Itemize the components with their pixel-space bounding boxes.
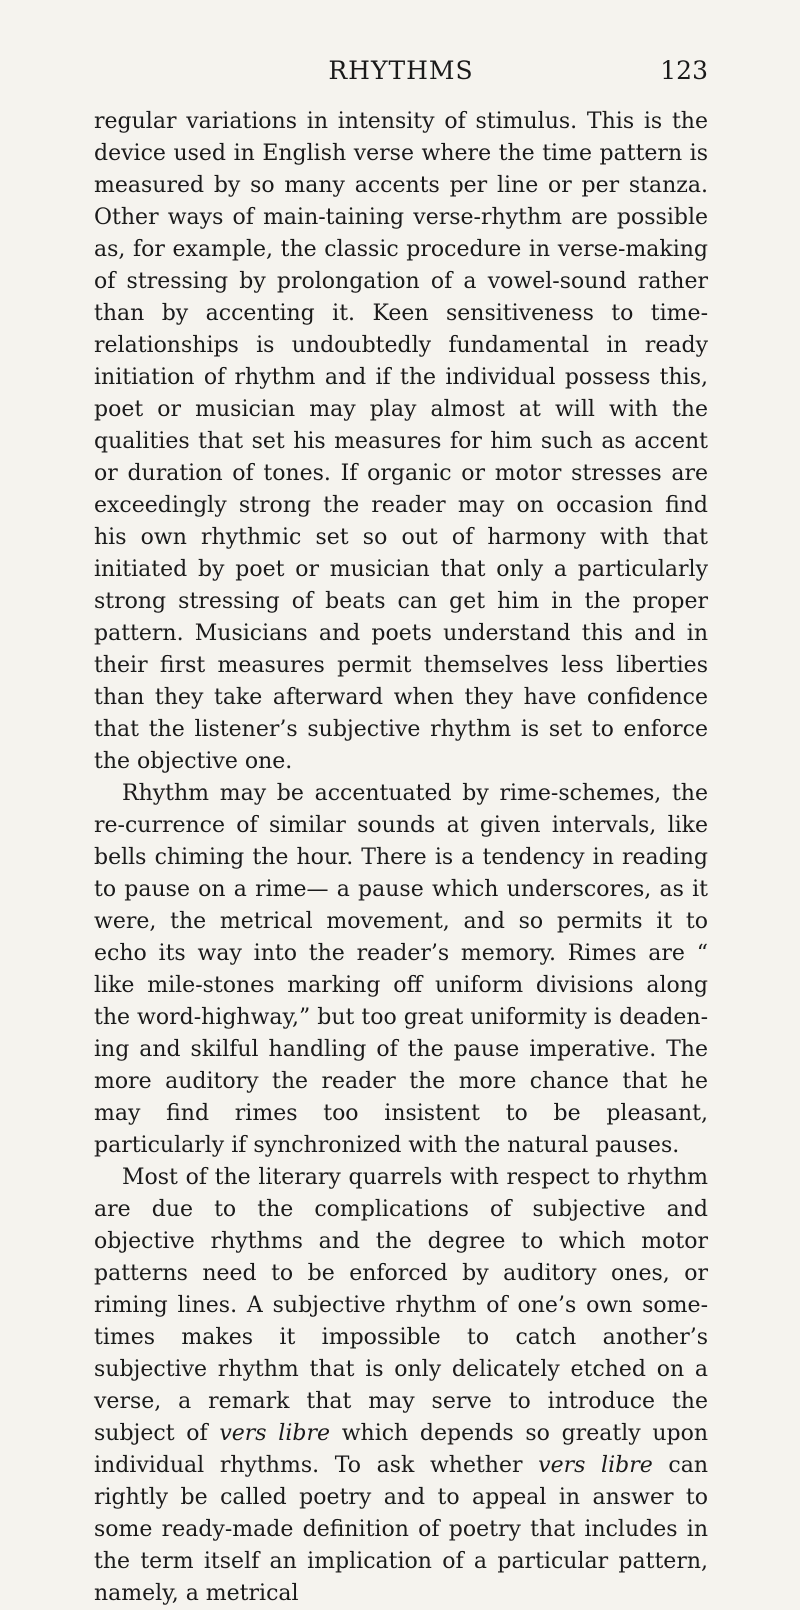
paragraph: regular variations in intensity of stimulus. This is the device used in English verse where the time pattern is measured by so many accents per line or per stanza. Other ways of main-taining verse-rhythm are possible as, for example, the classic procedure in verse-making of stressing by prolongation of a vowel-sound rather than by accenting it. Keen sensitiveness to time-relationships is undoubtedly fundamental in ready initiation of rhythm and if the individual possess this, poet or musician may play almost at will with the qualities that set his measures for him such as accent or duration of tones. If organic or motor stresses are exceedingly strong the reader may on occasion find his own rhythmic set so out of harmony with that initiated by poet or musician that only a particularly strong stressing of beats can get him in the proper pattern. Musicians and poets understand this and in their first measures permit themselves less liberties than they take afterward when they have confidence that the listener’s subjective rhythm is set to enforce the objective one. (94, 109, 708, 774)
paragraph: Rhythm may be accentuated by rime-schemes, the re-currence of similar sounds at given intervals, like bells chiming the hour. There is a tendency in reading to pause on a rime— a pause which underscores, as it were, the metrical movement, and so permits it to echo its way into the reader’s memory. Rimes are “ like mile-stones marking off uniform divisions along the word-highway,” but too great uniformity is deaden-ing and skilful handling of the pause imperative. The more auditory the reader the more chance that he may find rimes too insistent to be pleasant, particularly if synchronized with the natural pauses. (94, 781, 708, 1158)
running-head: RHYTHMS (328, 56, 474, 85)
paragraph-text: which depends so greatly upon individual rhythms. To ask whether (94, 1421, 709, 1478)
italic-term: vers libre (219, 1421, 330, 1446)
body-text (94, 106, 708, 1610)
italic-term: vers libre (538, 1453, 653, 1478)
paragraph (94, 1162, 708, 1610)
paragraph-text: can rightly be called poetry and to appeal in answer to some ready-made definition of poetry that includes in the term itself an implication of a particular pattern, namely, a metrical (94, 1453, 708, 1606)
page-number: 123 (660, 56, 708, 85)
page-header (94, 56, 708, 90)
paragraph-text: Most of the literary quarrels with respect to rhythm are due to the complications of subjective and objective rhythms and the degree to which motor patterns need to be enforced by auditory ones, or riming lines. A subjective rhythm of one’s own some-times makes it impossible to catch another’s subjective rhythm that is only delicately etched on a verse, a remark that may serve to introduce the subject of (94, 1165, 708, 1446)
